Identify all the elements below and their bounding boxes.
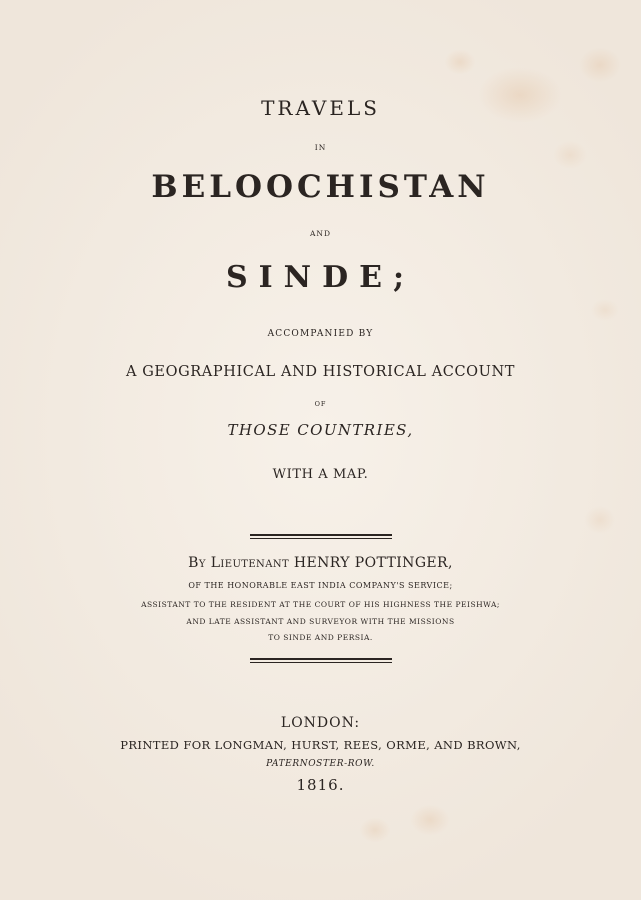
- title-sinde: SINDE;: [225, 260, 416, 295]
- title-in: IN: [314, 143, 327, 152]
- author-prefix: By Lieutenant: [188, 555, 290, 571]
- subtitle-with-map: WITH A MAP.: [272, 467, 369, 482]
- imprint-city: LONDON:: [280, 715, 361, 731]
- divider-rule-top: [250, 534, 392, 539]
- title-travels: TRAVELS: [261, 96, 380, 120]
- imprint-address: PATERNOSTER-ROW.: [266, 759, 375, 769]
- title-and: AND: [310, 229, 331, 238]
- subtitle-those-countries: THOSE COUNTRIES,: [227, 421, 414, 439]
- imprint-printer: PRINTED FOR LONGMAN, HURST, REES, ORME, AND BROWN,: [120, 738, 521, 752]
- author-late-assistant: AND LATE ASSISTANT AND SURVEYOR WITH THE MISSIONS: [186, 617, 455, 626]
- author-line: [0, 556, 641, 570]
- author-assistant: ASSISTANT TO THE RESIDENT AT THE COURT OF HIS HIGHNESS THE PEISHWA;: [141, 600, 500, 609]
- subtitle-accompanied: ACCOMPANIED BY: [267, 329, 374, 339]
- author-name: HENRY POTTINGER,: [293, 555, 453, 571]
- imprint-year: 1816.: [296, 776, 345, 794]
- title-beloochistan: BELOOCHISTAN: [151, 169, 490, 205]
- subtitle-of: OF: [314, 400, 327, 408]
- author-missions: TO SINDE AND PERSIA.: [268, 633, 373, 642]
- divider-rule-bottom: [250, 658, 392, 663]
- author-service: OF THE HONORABLE EAST INDIA COMPANY'S SERVICE;: [188, 581, 453, 590]
- subtitle-geographical-account: A GEOGRAPHICAL AND HISTORICAL ACCOUNT: [125, 364, 516, 380]
